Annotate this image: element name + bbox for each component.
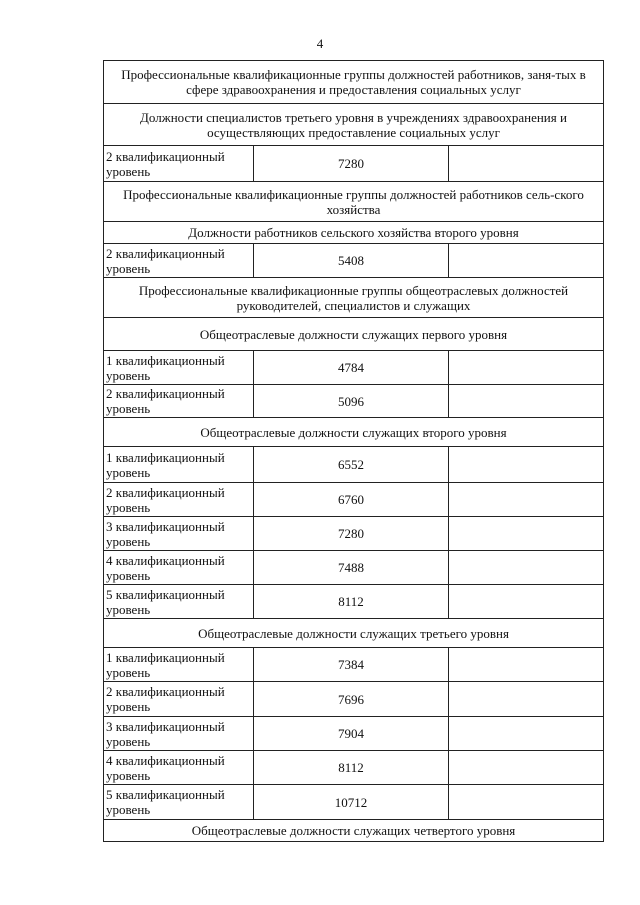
qualification-level: 2 квалификационный уровень	[104, 682, 254, 717]
table-row	[104, 351, 604, 385]
extra-cell	[449, 517, 604, 551]
table-row	[104, 517, 604, 551]
qualification-level: 3 квалификационный уровень	[104, 517, 254, 551]
qualification-level: 2 квалификационный уровень	[104, 244, 254, 278]
extra-cell	[449, 483, 604, 517]
qualification-level: 1 квалификационный уровень	[104, 447, 254, 483]
group-header-row	[104, 182, 604, 222]
extra-cell	[449, 785, 604, 820]
salary-value: 8112	[254, 751, 449, 785]
table-row	[104, 682, 604, 717]
salary-value: 7904	[254, 717, 449, 751]
group-header-row	[104, 820, 604, 842]
extra-cell	[449, 551, 604, 585]
group-header: Профессиональные квалификационные группы должностей работников, заня-тых в сфере здравоохранения и предоставления социальных услуг	[104, 61, 604, 104]
table-row	[104, 751, 604, 785]
table-row	[104, 717, 604, 751]
extra-cell	[449, 447, 604, 483]
group-header: Общеотраслевые должности служащих третьего уровня	[104, 619, 604, 648]
group-header: Общеотраслевые должности служащих первого уровня	[104, 318, 604, 351]
table-row	[104, 385, 604, 418]
table-row	[104, 551, 604, 585]
qualification-level: 2 квалификационный уровень	[104, 385, 254, 418]
group-header-row	[104, 61, 604, 104]
salary-value: 6552	[254, 447, 449, 483]
group-header-row	[104, 104, 604, 146]
salary-value: 10712	[254, 785, 449, 820]
qualification-level: 4 квалификационный уровень	[104, 751, 254, 785]
extra-cell	[449, 385, 604, 418]
salary-value: 5408	[254, 244, 449, 278]
salary-value: 6760	[254, 483, 449, 517]
salary-value: 8112	[254, 585, 449, 619]
qualification-level: 5 квалификационный уровень	[104, 585, 254, 619]
table-row	[104, 585, 604, 619]
qualification-level: 4 квалификационный уровень	[104, 551, 254, 585]
page-number: 4	[316, 36, 324, 51]
extra-cell	[449, 351, 604, 385]
group-header: Общеотраслевые должности служащих четвертого уровня	[104, 820, 604, 842]
table-row	[104, 244, 604, 278]
salary-table	[103, 60, 604, 842]
qualification-level: 1 квалификационный уровень	[104, 648, 254, 682]
salary-table-body	[104, 61, 604, 842]
group-header-row	[104, 318, 604, 351]
qualification-level: 5 квалификационный уровень	[104, 785, 254, 820]
group-header: Общеотраслевые должности служащих второго уровня	[104, 418, 604, 447]
group-header: Профессиональные квалификационные группы должностей работников сель-ского хозяйства	[104, 182, 604, 222]
qualification-level: 1 квалификационный уровень	[104, 351, 254, 385]
group-header: Должности работников сельского хозяйства второго уровня	[104, 222, 604, 244]
extra-cell	[449, 717, 604, 751]
extra-cell	[449, 648, 604, 682]
salary-value: 5096	[254, 385, 449, 418]
table-row	[104, 483, 604, 517]
group-header-row	[104, 418, 604, 447]
extra-cell	[449, 585, 604, 619]
table-row	[104, 785, 604, 820]
table-row	[104, 447, 604, 483]
extra-cell	[449, 751, 604, 785]
salary-value: 7488	[254, 551, 449, 585]
extra-cell	[449, 682, 604, 717]
salary-value: 7280	[254, 146, 449, 182]
group-header-row	[104, 278, 604, 318]
extra-cell	[449, 146, 604, 182]
qualification-level: 2 квалификационный уровень	[104, 146, 254, 182]
group-header-row	[104, 222, 604, 244]
salary-value: 4784	[254, 351, 449, 385]
group-header-row	[104, 619, 604, 648]
salary-value: 7280	[254, 517, 449, 551]
salary-value: 7384	[254, 648, 449, 682]
table-row	[104, 648, 604, 682]
group-header: Профессиональные квалификационные группы общеотраслевых должностей руководителей, специалистов и служащих	[104, 278, 604, 318]
group-header: Должности специалистов третьего уровня в учреждениях здравоохранения и осуществляющих предоставление социальных услуг	[104, 104, 604, 146]
extra-cell	[449, 244, 604, 278]
qualification-level: 2 квалификационный уровень	[104, 483, 254, 517]
salary-value: 7696	[254, 682, 449, 717]
qualification-level: 3 квалификационный уровень	[104, 717, 254, 751]
table-row	[104, 146, 604, 182]
